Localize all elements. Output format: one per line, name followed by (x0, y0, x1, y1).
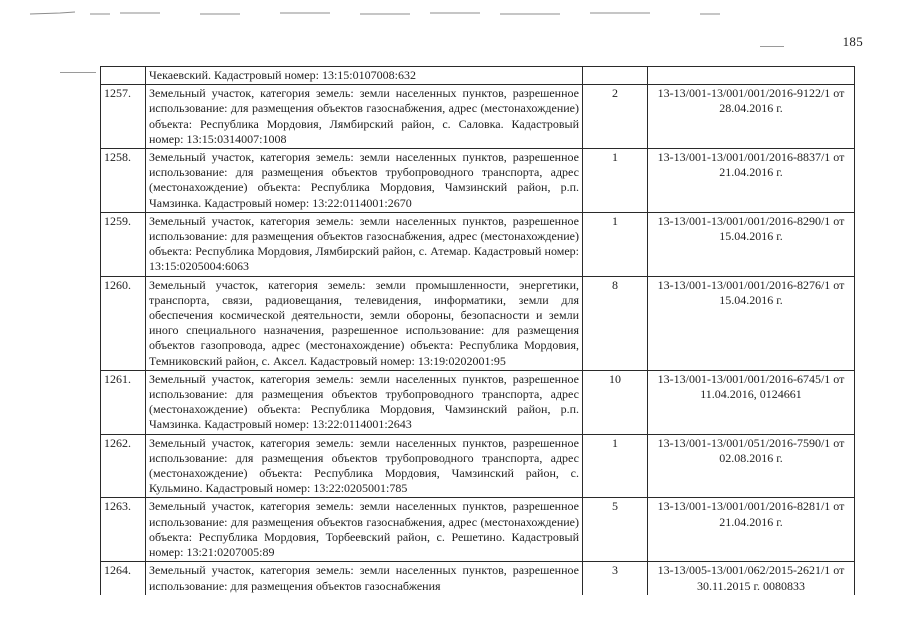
scan-artifact-top (0, 0, 905, 30)
table-row (101, 562, 855, 595)
table-row (101, 212, 855, 276)
table-row (101, 370, 855, 434)
row-registration (648, 67, 855, 85)
row-number: 1260. (101, 276, 146, 370)
row-registration: 13-13/001-13/001/001/2016-8837/1 от 21.04.2016 г. (648, 149, 855, 213)
row-number: 1258. (101, 149, 146, 213)
table-row (101, 85, 855, 149)
row-quantity: 8 (583, 276, 648, 370)
table-row (101, 67, 855, 85)
row-quantity: 10 (583, 370, 648, 434)
row-number: 1263. (101, 498, 146, 562)
row-registration: 13-13/005-13/001/062/2015-2621/1 от 30.11.2015 г. 0080833 (648, 562, 855, 595)
row-quantity: 1 (583, 149, 648, 213)
row-description: Земельный участок, категория земель: земли населенных пунктов, разрешенное использование: для размещения объектов трубопроводного транспорта, адрес (местонахождение) объекта: Республика Мордовия, Чамзинский район, р.п. Чамзинка. Кадастровый номер: 13:22:0114001:2670 (146, 149, 583, 213)
row-quantity: 5 (583, 498, 648, 562)
row-description: Земельный участок, категория земель: земли населенных пунктов, разрешенное использование: для размещения объектов газоснабжения, адрес (местонахождение) объекта: Республика Мордовия, Лямбирский район, с. Саловка. Кадастровый номер: 13:15:0314007:1008 (146, 85, 583, 149)
row-number: 1261. (101, 370, 146, 434)
row-quantity: 2 (583, 85, 648, 149)
row-description: Земельный участок, категория земель: земли населенных пунктов, разрешенное использование: для размещения объектов газоснабжения (146, 562, 583, 595)
row-quantity: 3 (583, 562, 648, 595)
table-row (101, 434, 855, 498)
row-registration: 13-13/001-13/001/051/2016-7590/1 от 02.08.2016 г. (648, 434, 855, 498)
row-description: Земельный участок, категория земель: земли населенных пунктов, разрешенное использование: для размещения объектов газоснабжения, адрес (местонахождение) объекта: Республика Мордовия, Торбеевский район, с. Решетино. Кадастровый номер: 13:21:0207005:89 (146, 498, 583, 562)
row-quantity: 1 (583, 212, 648, 276)
row-number: 1262. (101, 434, 146, 498)
scan-artifact-right (760, 46, 784, 47)
table-row (101, 276, 855, 370)
row-description: Земельный участок, категория земель: земли населенных пунктов, разрешенное использование: для размещения объектов трубопроводного транспорта, адрес (местонахождение) объекта: Республика Мордовия, Чамзинский район, р.п. Чамзинка. Кадастровый номер: 13:22:0114001:2643 (146, 370, 583, 434)
page-number: 185 (842, 34, 863, 49)
row-registration: 13-13/001-13/001/001/2016-8281/1 от 21.04.2016 г. (648, 498, 855, 562)
row-number (101, 67, 146, 85)
row-number: 1259. (101, 212, 146, 276)
row-description: Чекаевский. Кадастровый номер: 13:15:0107008:632 (146, 67, 583, 85)
row-registration: 13-13/001-13/001/001/2016-8290/1 от 15.04.2016 г. (648, 212, 855, 276)
row-registration: 13-13/001-13/001/001/2016-9122/1 от 28.04.2016 г. (648, 85, 855, 149)
row-description: Земельный участок, категория земель: земли промышленности, энергетики, транспорта, связи, радиовещания, телевидения, информатики, земли для обеспечения космической деятельности, земли обороны, безопасности и земли иного специального назначения, разрешенное использование: для размещения объектов газопровода, адрес (местонахождение) объекта: Республика Мордовия, Темниковский район, с. Аксел. Кадастровый номер: 13:19:0202001:95 (146, 276, 583, 370)
row-description: Земельный участок, категория земель: земли населенных пунктов, разрешенное использование: для размещения объектов газоснабжения, адрес (местонахождение) объекта: Республика Мордовия, Лямбирский район, с. Атемар. Кадастровый номер: 13:15:0205004:6063 (146, 212, 583, 276)
row-registration: 13-13/001-13/001/001/2016-8276/1 от 15.04.2016 г. (648, 276, 855, 370)
registry-rows (101, 67, 855, 595)
row-number: 1264. (101, 562, 146, 595)
row-description: Земельный участок, категория земель: земли населенных пунктов, разрешенное использование: для размещения объектов трубопроводного транспорта, адрес (местонахождение) объекта: Республика Мордовия, Чамзинский район, с. Кульмино. Кадастровый номер: 13:22:0205001:785 (146, 434, 583, 498)
row-quantity: 1 (583, 434, 648, 498)
row-registration: 13-13/001-13/001/001/2016-6745/1 от 11.04.2016, 0124661 (648, 370, 855, 434)
row-quantity (583, 67, 648, 85)
table-row (101, 149, 855, 213)
registry-table (100, 66, 855, 595)
table-row (101, 498, 855, 562)
scan-artifact-left (60, 72, 96, 73)
row-number: 1257. (101, 85, 146, 149)
